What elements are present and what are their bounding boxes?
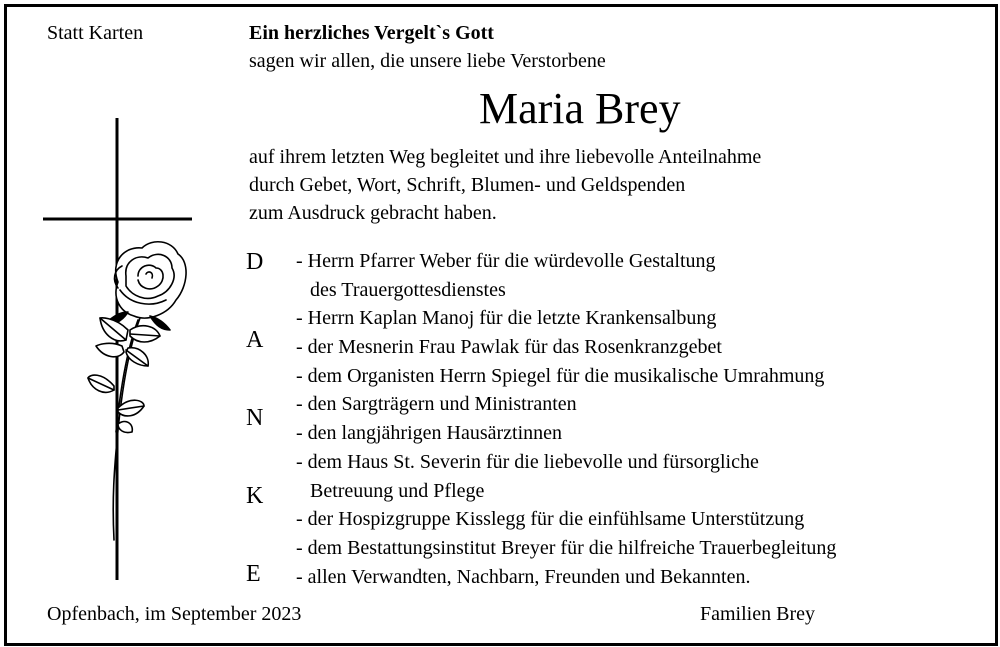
body-line-1: auf ihrem letzten Weg begleitet und ihre liebevolle Anteilnahme: [249, 146, 762, 168]
body-line-3: zum Ausdruck gebracht haben.: [249, 202, 497, 224]
rose-icon: [88, 242, 186, 540]
danke-letter-n: N: [246, 405, 264, 431]
thanks-list: [296, 247, 836, 591]
thanks-item: - der Mesnerin Frau Pawlak für das Rosenkranzgebet: [296, 336, 722, 359]
notice-intro: sagen wir allen, die unsere liebe Verstorbene: [249, 50, 606, 72]
statt-karten-note: Statt Karten: [47, 22, 144, 44]
body-line-2: durch Gebet, Wort, Schrift, Blumen- und Geldspenden: [249, 174, 686, 196]
danke-letter-a: A: [246, 327, 264, 353]
thanks-item: - allen Verwandten, Nachbarn, Freunden und Bekannten.: [296, 565, 751, 588]
thanks-item: - Herrn Kaplan Manoj für die letzte Krankensalbung: [296, 307, 717, 330]
deceased-name: Maria Brey: [479, 84, 681, 133]
thanks-item: - dem Bestattungsinstitut Breyer für die hilfreiche Trauerbegleitung: [296, 536, 837, 559]
danke-letter-e: E: [246, 561, 261, 587]
thanks-item: - dem Organisten Herrn Spiegel für die musikalische Umrahmung: [296, 364, 825, 387]
thanks-item: - der Hospizgruppe Kisslegg für die einfühlsame Unterstützung: [296, 508, 805, 531]
notice-heading: Ein herzliches Vergelt`s Gott: [249, 22, 494, 44]
danke-letter-k: K: [246, 483, 264, 509]
signature: Familien Brey: [700, 603, 815, 625]
thanks-item-continuation: des Trauergottesdienstes: [310, 278, 506, 301]
thanks-item: - dem Haus St. Severin für die liebevolle und fürsorgliche: [296, 450, 759, 473]
thanks-item: - den Sargträgern und Ministranten: [296, 393, 577, 416]
thanks-item: - Herrn Pfarrer Weber für die würdevolle Gestaltung: [296, 250, 716, 272]
place-date: Opfenbach, im September 2023: [47, 603, 302, 625]
danke-letter-d: D: [246, 249, 264, 275]
thanks-item-continuation: Betreuung und Pflege: [310, 479, 485, 502]
thanks-item: - den langjährigen Hausärztinnen: [296, 422, 563, 445]
